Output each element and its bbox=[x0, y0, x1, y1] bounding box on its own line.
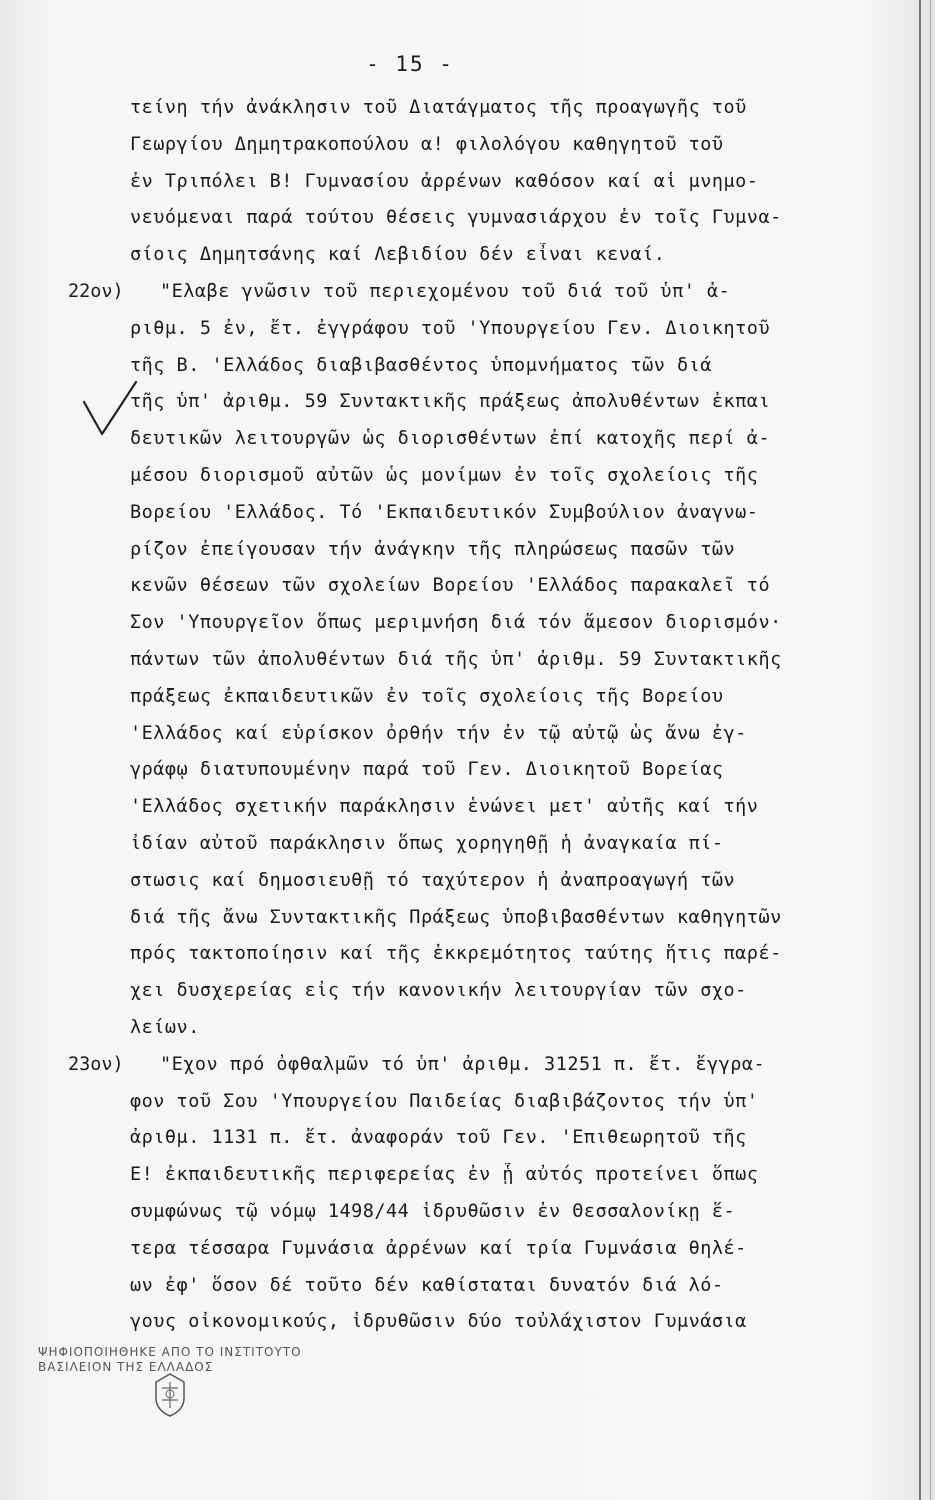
handwritten-check-mark-icon bbox=[80, 380, 140, 440]
paragraph-number: 22ον) bbox=[68, 281, 124, 302]
stamp-line-2: ΒΑΣΙΛΕΙΟΝ ΤΗΣ ΕΛΛΑΔΟΣ bbox=[38, 1360, 214, 1374]
text-line: Γεωργίου Δημητρακοπούλου α! φιλολόγου καθηγητοῦ τοῦ bbox=[130, 133, 724, 155]
text-line: διά τῆς ἄνω Συντακτικῆς Πράξεως ὑποβιβασθέντων καθηγητῶν bbox=[130, 906, 782, 928]
text-line: δευτικῶν λειτουργῶν ὡς διορισθέντων ἐπί κατοχῆς περί ἀ- bbox=[130, 428, 771, 450]
scan-edge-line bbox=[919, 0, 921, 1500]
archive-stamp bbox=[0, 1305, 300, 1435]
text-line: Βορείου 'Ελλάδος. Τό 'Εκπαιδευτικόν Συμβούλιον ἀναγνω- bbox=[130, 501, 759, 523]
text-line: πάντων τῶν ἀπολυθέντων διά τῆς ὑπ' ἀριθμ. 59 Συντακτικῆς bbox=[130, 649, 782, 670]
text-line: μέσου διορισμοῦ αὐτῶν ὡς μονίμων ἐν τοῖς σχολείοις τῆς bbox=[130, 465, 759, 486]
scan-edge-line-outer bbox=[930, 0, 931, 1500]
text-line: Ε! ἐκπαιδευτικῆς περιφερείας ἐν ᾗ αὐτός προτείνει ὅπως bbox=[130, 1164, 759, 1186]
text-line: λείων. bbox=[130, 1017, 200, 1038]
text-line: 'Ελλάδος σχετικήν παράκλησιν ἑνώνει μετ' αὐτῆς καί τήν bbox=[130, 796, 759, 818]
text-line: φον τοῦ Σου 'Υπουργείου Παιδείας διαβιβάζοντος τήν ὑπ' bbox=[130, 1090, 759, 1112]
text-line: 'Ελλάδος καί εὑρίσκον ὀρθήν τήν ἐν τῷ αὐτῷ ὡς ἄνω ἐγ- bbox=[130, 722, 747, 744]
text-line: ἐν Τριπόλει Β! Γυμνασίου ἀρρένων καθόσον καί αἱ μνημο- bbox=[130, 170, 759, 192]
text-line: ων ἐφ' ὅσον δέ τοῦτο δέν καθίσταται δυνατόν διά λό- bbox=[130, 1274, 724, 1296]
crest-emblem-icon bbox=[150, 1370, 190, 1420]
text-line: νευόμεναι παρά τούτου θέσεις γυμνασιάρχου ἐν τοῖς Γυμνα- bbox=[130, 207, 782, 229]
text-line: τῆς ὑπ' ἀριθμ. 59 Συντακτικῆς πράξεως ἀπολυθέντων ἐκπαι bbox=[130, 391, 771, 413]
text-line: Σον 'Υπουργεῖον ὅπως μεριμνήση διά τόν ἄμεσον διορισμόν· bbox=[130, 612, 782, 634]
text-line: τερα τέσσαρα Γυμνάσια ἀρρένων καί τρία Γυμνάσια θηλέ- bbox=[130, 1237, 747, 1259]
text-line: χει δυσχερείας εἰς τήν κανονικήν λειτουργίαν τῶν σχο- bbox=[130, 980, 747, 1002]
text-line: ἀριθμ. 1131 π. ἔτ. ἀναφοράν τοῦ Γεν. 'Επιθεωρητοῦ τῆς bbox=[130, 1127, 747, 1149]
paragraph-number: 23ον) bbox=[68, 1053, 124, 1075]
text-line: τῆς Β. 'Ελλάδος διαβιβασθέντος ὑπομνήματος τῶν διά bbox=[130, 354, 712, 376]
text-line: πράξεως ἐκπαιδευτικῶν ἐν τοῖς σχολείοις τῆς Βορείου bbox=[130, 685, 724, 707]
stamp-line-1: ΨΗΦΙΟΠΟΙΗΘΗΚΕ ΑΠΟ ΤΟ ΙΝΣΤΙΤΟΥΤΟ bbox=[38, 1345, 302, 1359]
page-number: - 15 - bbox=[366, 52, 454, 76]
text-line: συμφώνως τῷ νόμῳ 1498/44 ἱδρυθῶσιν ἐν Θεσσαλονίκῃ ἕ- bbox=[130, 1201, 736, 1222]
text-line: ἰδίαν αὐτοῦ παράκλησιν ὅπως χορηγηθῇ ἡ ἀναγκαία πί- bbox=[130, 833, 724, 854]
text-line: ριθμ. 5 ἐν, ἔτ. ἐγγράφου τοῦ 'Υπουργείου Γεν. Διοικητοῦ bbox=[130, 317, 771, 339]
text-line: ρίζον ἐπείγουσαν τήν ἀνάγκην τῆς πληρώσεως πασῶν τῶν bbox=[130, 538, 736, 560]
text-line: "Ελαβε γνῶσιν τοῦ περιεχομένου τοῦ διά τοῦ ὑπ' ἀ- bbox=[160, 281, 731, 302]
text-line: "Εχον πρό ὀφθαλμῶν τό ὑπ' ἀριθμ. 31251 π. ἔτ. ἔγγρα- bbox=[160, 1053, 766, 1075]
text-line: στωσις καί δημοσιευθῇ τό ταχύτερον ἡ ἀναπροαγωγή τῶν bbox=[130, 869, 736, 891]
text-line: γους οἰκονομικούς, ἱδρυθῶσιν δύο τοὐλάχιστον Γυμνάσια bbox=[130, 1311, 747, 1333]
text-line: γράφῳ διατυπουμένην παρά τοῦ Γεν. Διοικητοῦ Βορείας bbox=[130, 759, 724, 781]
text-line: κενῶν θέσεων τῶν σχολείων Βορείου 'Ελλάδος παρακαλεῖ τό bbox=[130, 575, 771, 597]
text-line: σίοις Δημητσάνης καί Λεβιδίου δέν εἶναι κεναί. bbox=[130, 244, 666, 266]
text-line: τείνη τήν ἀνάκλησιν τοῦ Διατάγματος τῆς προαγωγῆς τοῦ bbox=[130, 97, 747, 118]
text-line: πρός τακτοποίησιν καί τῆς ἐκκρεμότητος ταύτης ἥτις παρέ- bbox=[130, 943, 782, 965]
